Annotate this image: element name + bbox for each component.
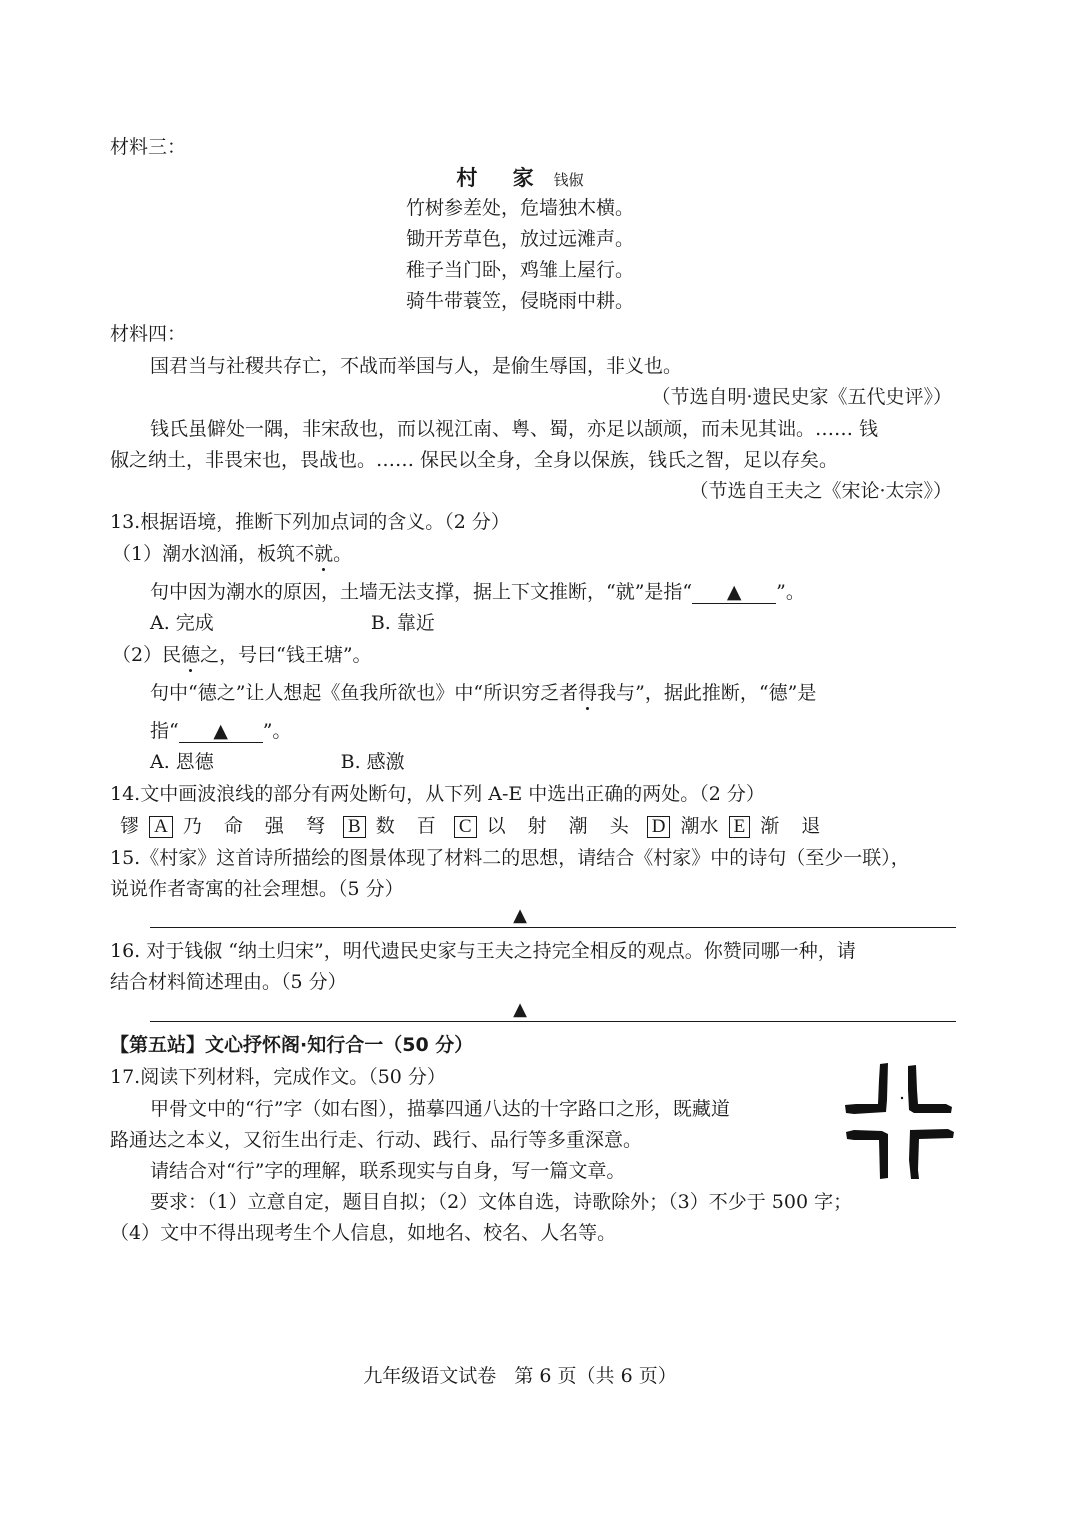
q16-line2: 结合材料简述理由。（5 分）: [110, 971, 347, 993]
q17-para1-line2: 路通达之本义，又衍生出行走、行动、践行、品行等多重深意。: [110, 1129, 643, 1151]
dotted-word: 德: [181, 644, 201, 666]
q13-sub2-explain: [150, 679, 816, 707]
q15-line2: 说说作者寄寓的社会理想。（5 分）: [110, 878, 404, 900]
material4-source2: （节选自王夫之《宋论·太宗》）: [689, 480, 952, 502]
answer-blank[interactable]: ▲: [179, 720, 263, 743]
q13-sub1-end: 。: [333, 543, 353, 565]
q17-stem: 17.阅读下列材料，完成作文。（50 分）: [110, 1066, 446, 1088]
q14-sentence: [120, 812, 828, 840]
q13-sub2: [112, 641, 372, 669]
q14-text: 潮水: [680, 815, 719, 837]
section5-title: 【第五站】文心抒怀阁·知行合一（50 分）: [110, 1034, 474, 1056]
q14-text: 以 射 潮 头: [486, 815, 637, 837]
poem-line: 稚子当门卧，鸡雏上屋行。: [405, 259, 634, 281]
q13-stem: 13.根据语境，推断下列加点词的含义。（2 分）: [110, 511, 510, 533]
material3-label: 材料三：: [110, 136, 187, 158]
q14-text: 乃 命 强 弩: [182, 815, 333, 837]
q13-sub1-options: A. 完成 B. 靠近: [150, 612, 435, 634]
q15-line1: 15.《村家》这首诗所描绘的图景体现了材料二的思想，请结合《村家》中的诗句（至少一联），: [110, 847, 910, 869]
q13-sub1: [112, 540, 352, 568]
answer-blank[interactable]: ▲: [692, 581, 776, 604]
poem-heading: [0, 164, 1040, 194]
q13-sub1-explain-end: ”。: [776, 581, 805, 603]
material4-para2-line2: 俶之纳土，非畏宋也，畏战也。…… 保民以全身，全身以保族，钱氏之智，足以存矣。: [110, 449, 839, 471]
option-box-b[interactable]: B: [343, 816, 366, 838]
q13-sub1-text: （1）潮水汹涌，板筑不: [112, 543, 315, 565]
dotted-word: 就: [314, 543, 334, 565]
answer-line[interactable]: [150, 1021, 956, 1022]
page-footer: 九年级语文试卷 第 6 页（共 6 页）: [363, 1365, 677, 1387]
q13-sub2-explain-line2: [150, 717, 291, 745]
answer-mark: ▲: [513, 999, 527, 1020]
poem-line: 锄开芳草色，放过远滩声。: [405, 228, 634, 250]
q16-line1: 16. 对于钱俶 “纳土归宋”，明代遗民史家与王夫之持完全相反的观点。你赞同哪一种，请: [110, 940, 856, 962]
material4-source1: （节选自明·遗民史家《五代史评》）: [651, 386, 952, 408]
q14-text: 数 百: [375, 815, 444, 837]
option-box-c[interactable]: C: [454, 816, 477, 838]
q13-sub2-explain-line2-text: 指“: [150, 720, 179, 742]
q17-req-line1: 要求：（1）立意自定，题目自拟；（2）文体自选，诗歌除外；（3）不少于 500 字；: [150, 1191, 853, 1213]
poem-line: 骑牛带蓑笠，侵晓雨中耕。: [405, 290, 634, 312]
option-box-e[interactable]: E: [729, 816, 751, 838]
poem-author: 钱俶: [553, 171, 584, 189]
q13-sub1-explain: [150, 578, 805, 606]
option-box-d[interactable]: D: [647, 816, 671, 838]
oracle-bone-xing-character-image: [842, 1060, 958, 1182]
q13-sub2-explain-line2-end: ”。: [262, 720, 292, 742]
material4-para2-line1: 钱氏虽僻处一隅，非宋敌也，而以视江南、粤、蜀，亦足以颉颃，而未见其诎。…… 钱: [150, 418, 879, 440]
q17-para2: 请结合对“行”字的理解，联系现实与自身，写一篇文章。: [150, 1160, 626, 1182]
q14-text: 镠: [120, 815, 140, 837]
answer-mark: ▲: [513, 905, 527, 926]
answer-line[interactable]: [150, 927, 956, 928]
q13-sub2-end: 之，号曰“钱王塘”。: [200, 644, 372, 666]
q13-sub2-explain-text2: 我与”，据此推断，“德”是: [597, 682, 817, 704]
q13-sub2-explain-text: 句中“德之”让人想起《鱼我所欲也》中“所识穷乏者: [150, 682, 579, 704]
material4-para1: 国君当与社稷共存亡，不战而举国与人，是偷生辱国，非义也。: [150, 355, 683, 377]
q13-sub2-options: A. 恩德 B. 感激: [150, 751, 405, 773]
material4-label: 材料四：: [110, 323, 187, 345]
dotted-word: 得: [578, 682, 598, 704]
option-box-a[interactable]: A: [149, 816, 173, 838]
q14-text: 渐 退: [760, 815, 829, 837]
poem-line: 竹树参差处，危墙独木横。: [405, 197, 634, 219]
q17-para1-line1: 甲骨文中的“行”字（如右图），描摹四通八达的十字路口之形，既藏道: [150, 1098, 730, 1120]
q17-req-line2: （4）文中不得出现考生个人信息，如地名、校名、人名等。: [110, 1222, 617, 1244]
q13-sub1-explain-text: 句中因为潮水的原因，土墙无法支撑，据上下文推断，“就”是指“: [150, 581, 693, 603]
poem-title: 村 家: [456, 166, 548, 190]
q13-sub2-text: （2）民: [112, 644, 182, 666]
q14-stem: 14.文中画波浪线的部分有两处断句，从下列 A-E 中选出正确的两处。（2 分）: [110, 783, 765, 805]
